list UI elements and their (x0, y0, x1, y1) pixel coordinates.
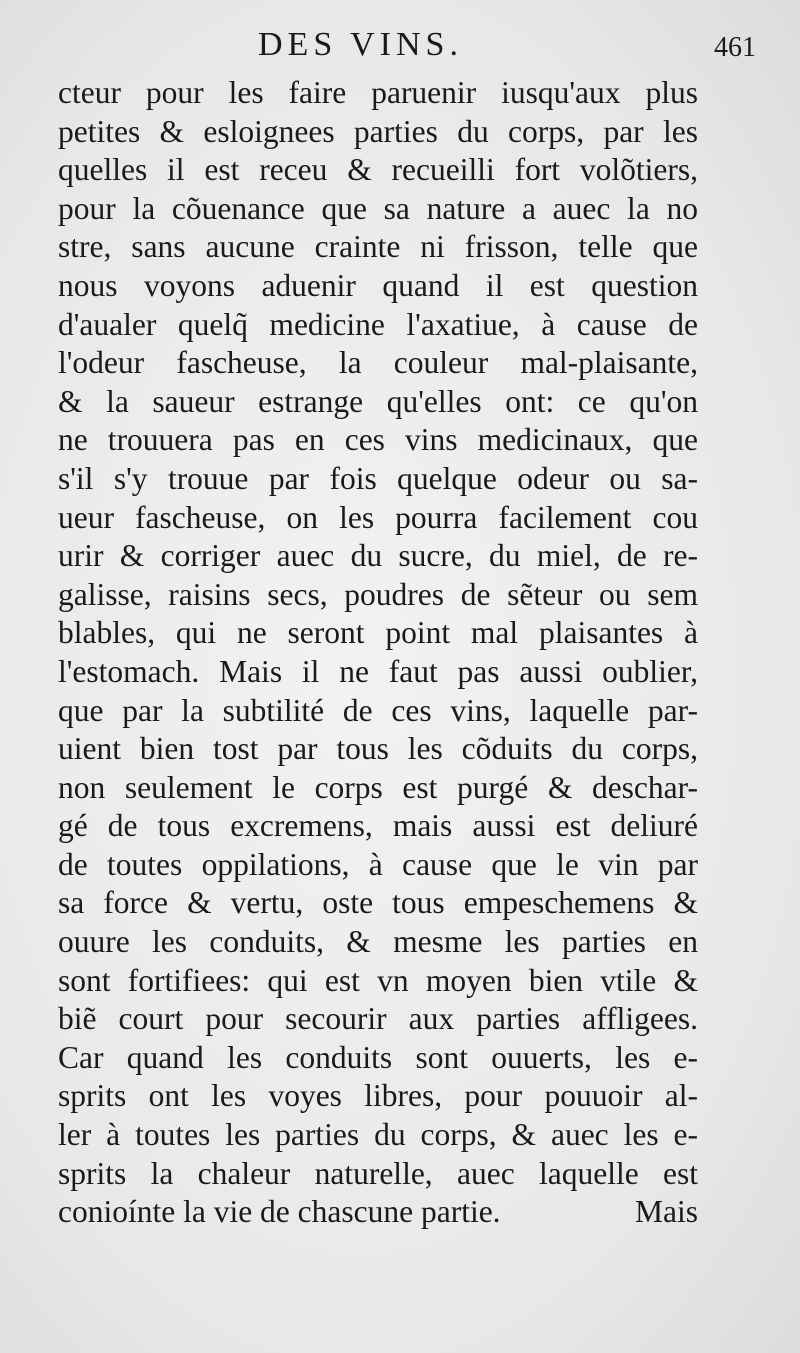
text-line: ouure les conduits, & mesme les parties en (58, 924, 698, 960)
text-line: Car quand les conduits sont ouuerts, les e- (58, 1039, 698, 1075)
running-head: DES VINS. (258, 26, 463, 63)
text-line: biẽ court pour secourir aux parties affligees. (58, 1001, 698, 1037)
body-text (58, 74, 698, 1232)
text-line: sprits la chaleur naturelle, auec laquelle est (58, 1155, 698, 1191)
text-line: sont fortifiees: qui est vn moyen bien vtile & (58, 962, 698, 998)
text-line: gé de tous excremens, mais aussi est deliuré (58, 808, 698, 844)
text-line: s'il s'y trouue par fois quelque odeur ou sa- (58, 460, 698, 496)
text-line: quelles il est receu & recueilli fort volõtiers, (58, 152, 698, 188)
text-line: sprits ont les voyes libres, pour pouuoir al- (58, 1078, 698, 1114)
text-line: stre, sans aucune crainte ni frisson, telle que (58, 229, 698, 265)
text-line-last (58, 1193, 698, 1232)
text-line: ler à toutes les parties du corps, & auec les e- (58, 1117, 698, 1153)
text-line: galisse, raisins secs, poudres de sẽteur ou sem (58, 576, 698, 612)
page-header (0, 26, 800, 70)
text-line: uient bien tost par tous les cõduits du corps, (58, 731, 698, 767)
text-line: pour la cõuenance que sa nature a auec la no (58, 190, 698, 226)
text-line: & la saueur estrange qu'elles ont: ce qu'on (58, 383, 698, 419)
text-line: conioínte la vie de chascune partie. (58, 1194, 501, 1230)
text-line: sa force & vertu, oste tous empeschemens & (58, 885, 698, 921)
text-line: non seulement le corps est purgé & deschar- (58, 769, 698, 805)
text-line: ueur fascheuse, on les pourra facilement cou (58, 499, 698, 535)
text-line: de toutes oppilations, à cause que le vin par (58, 846, 698, 882)
text-line: blables, qui ne seront point mal plaisantes à (58, 615, 698, 651)
text-line: l'estomach. Mais il ne faut pas aussi oublier, (58, 653, 698, 689)
text-line: que par la subtilité de ces vins, laquelle par- (58, 692, 698, 728)
text-line: cteur pour les faire paruenir iusqu'aux plus (58, 75, 698, 110)
text-line: nous voyons aduenir quand il est question (58, 267, 698, 303)
text-line: urir & corriger auec du sucre, du miel, de re- (58, 538, 698, 574)
catchword: Mais (635, 1194, 698, 1230)
text-line: d'aualer quelq̃ medicine l'axatiue, à cause de (58, 306, 698, 342)
page-number: 461 (714, 32, 756, 63)
text-line: l'odeur fascheuse, la couleur mal-plaisante, (58, 345, 698, 381)
text-line: ne trouuera pas en ces vins medicinaux, que (58, 422, 698, 458)
text-line: petites & esloignees parties du corps, par les (58, 113, 698, 149)
